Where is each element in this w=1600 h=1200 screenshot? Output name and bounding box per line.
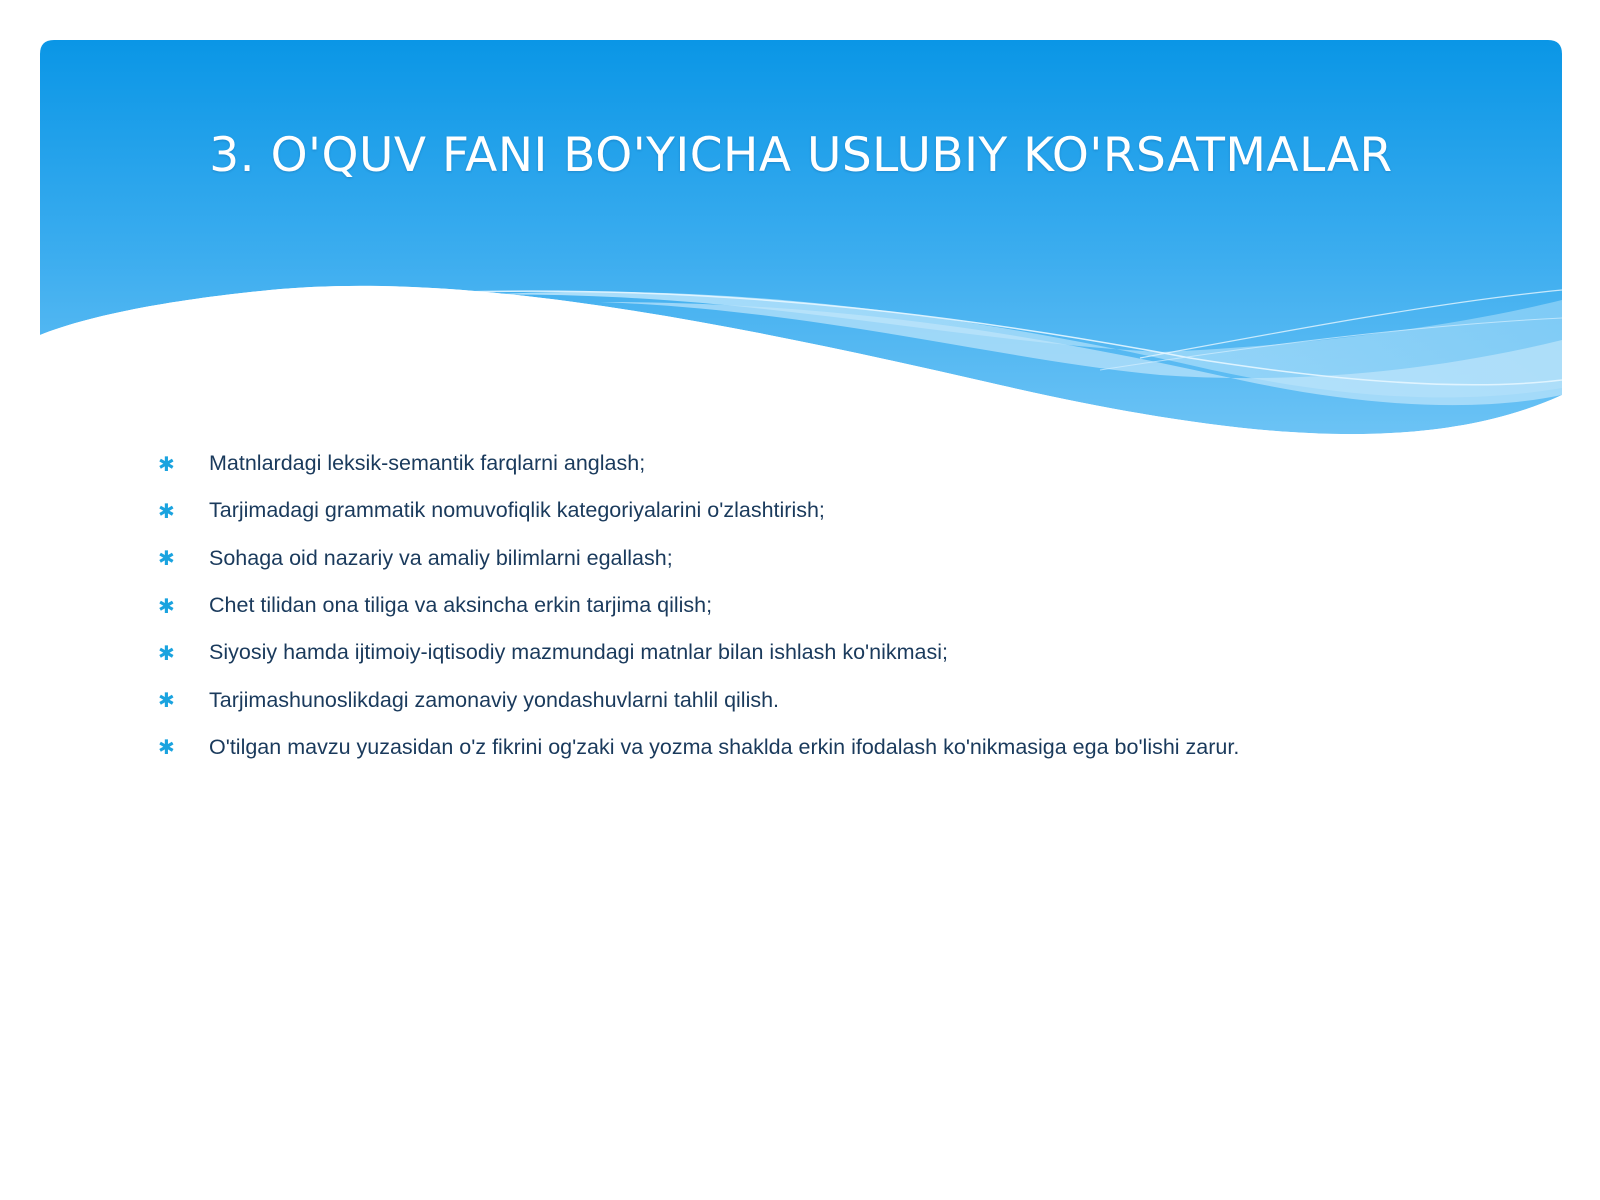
bullet-text: Siyosiy hamda ijtimoiy-iqtisodiy mazmundagi matnlar bilan ishlash ko'nikmasi;: [209, 640, 948, 665]
asterisk-icon: ✱: [158, 498, 175, 523]
list-item: [156, 629, 1536, 676]
list-item: [156, 582, 1536, 629]
asterisk-icon: ✱: [158, 451, 175, 476]
bullet-text: Sohaga oid nazariy va amaliy bilimlarni egallash;: [209, 545, 673, 570]
bullet-text: Matnlardagi leksik-semantik farqlarni anglash;: [209, 451, 646, 476]
asterisk-icon: ✱: [158, 688, 175, 713]
list-item: [156, 487, 1536, 534]
slide-title: 3. O'QUV FANI BO'YICHA USLUBIY KO'RSATMALAR: [209, 128, 1393, 183]
list-item: [156, 676, 1536, 723]
asterisk-icon: ✱: [158, 640, 175, 665]
list-item: [156, 724, 1536, 771]
header-wave-background: [40, 40, 1562, 450]
bullet-list: [156, 440, 1536, 771]
bullet-text: Tarjimashunoslikdagi zamonaviy yondashuvlarni tahlil qilish.: [209, 687, 780, 712]
list-item: [156, 535, 1536, 582]
asterisk-icon: ✱: [158, 735, 175, 760]
bullet-text: Tarjimadagi grammatik nomuvofiqlik kategoriyalarini o'zlashtirish;: [209, 498, 825, 523]
asterisk-icon: ✱: [158, 593, 175, 618]
asterisk-icon: ✱: [158, 546, 175, 571]
bullet-text: O'tilgan mavzu yuzasidan o'z fikrini og'zaki va yozma shaklda erkin ifodalash ko'nikmasiga ega bo'lishi zarur.: [209, 734, 1240, 759]
list-item: [156, 440, 1536, 487]
bullet-text: Chet tilidan ona tiliga va aksincha erkin tarjima qilish;: [209, 593, 713, 618]
